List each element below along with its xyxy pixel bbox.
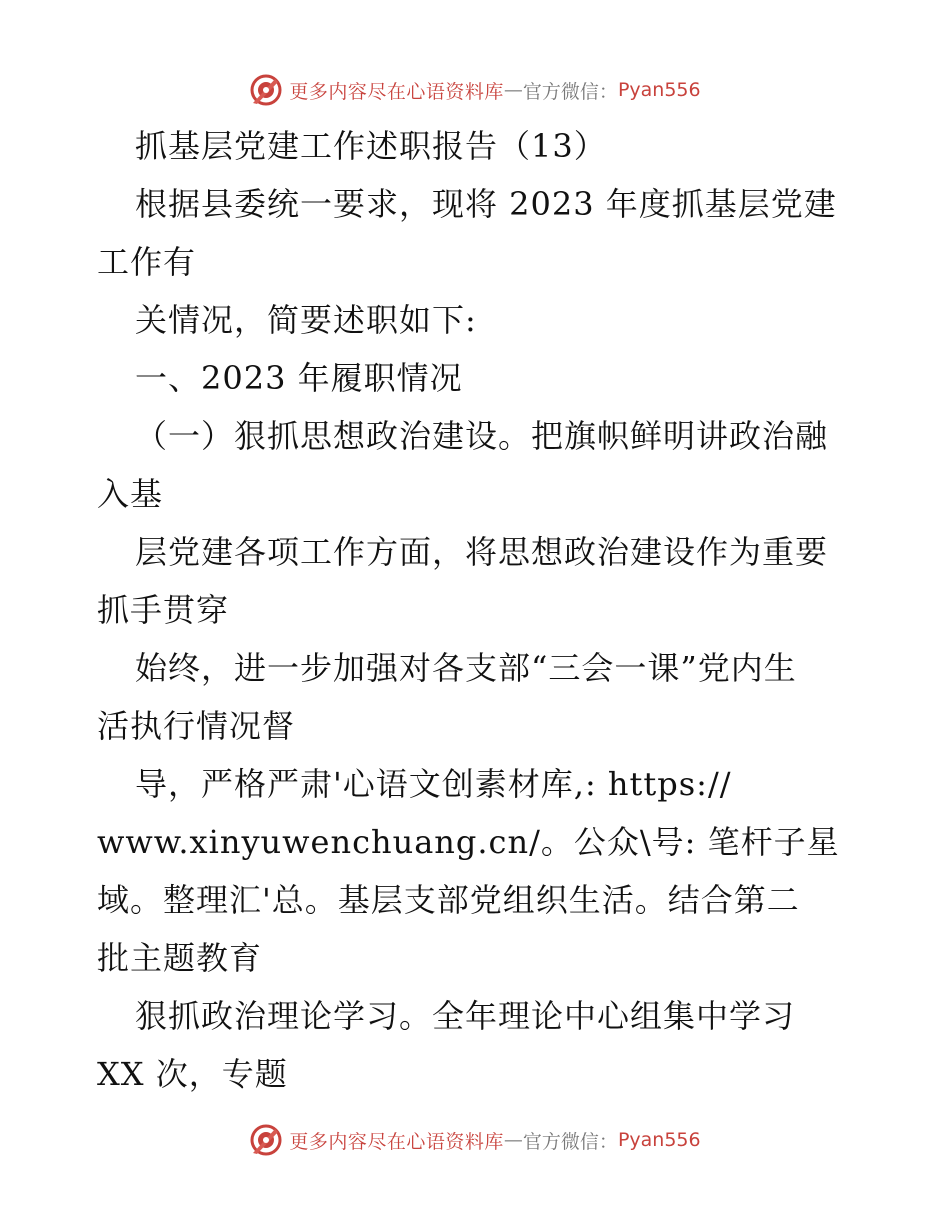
header-banner: [0, 70, 950, 110]
paragraph-line: 关情况，简要述职如下:: [135, 301, 477, 339]
document-title: 抓基层党建工作述职报告（13）: [135, 127, 607, 165]
quill-pen-logo-icon: [249, 73, 283, 107]
paragraph-line: 入基: [97, 475, 164, 513]
paragraph-line: 导，严格严肃'心语文创素材库,: https://: [135, 765, 732, 803]
paragraph-line: 始终，进一步加强对各支部“三会一课”党内生: [135, 649, 797, 687]
paragraph-line: www.xinyuwenchuang.cn/。公众\号: 笔杆子星: [97, 823, 840, 861]
footer-banner: [0, 1120, 950, 1160]
subsection-heading: （一）狠抓思想政治建设。把旗帜鲜明讲政治融: [135, 417, 829, 455]
banner-wechat-label: 官方微信：: [522, 1130, 618, 1153]
banner-dash: —: [503, 79, 523, 101]
paragraph-line: 工作有: [97, 243, 197, 281]
banner-site-name: 更多内容尽在心语资料库: [289, 1130, 504, 1153]
paragraph-line: 域。整理汇'总。基层支部党组织生活。结合第二: [97, 881, 800, 919]
banner-site-name: 更多内容尽在心语资料库: [289, 80, 504, 103]
banner-dash: —: [503, 1129, 523, 1151]
paragraph-line: 狠抓政治理论学习。全年理论中心组集中学习: [135, 997, 796, 1035]
banner-wechat-label: 官方微信：: [522, 80, 618, 103]
paragraph-line: XX 次，专题: [97, 1055, 288, 1093]
paragraph-line: 活执行情况督: [97, 707, 296, 745]
paragraph-line: 根据县委统一要求，现将 2023 年度抓基层党建: [135, 185, 837, 223]
banner-wechat-id: Pyan556: [617, 79, 701, 101]
paragraph-line: 批主题教育: [97, 939, 263, 977]
quill-pen-logo-icon: [249, 1123, 283, 1157]
paragraph-line: 抓手贯穿: [97, 591, 230, 629]
section-heading: 一、2023 年履职情况: [135, 359, 463, 397]
paragraph-line: 层党建各项工作方面，将思想政治建设作为重要: [135, 533, 829, 571]
banner-wechat-id: Pyan556: [617, 1129, 701, 1151]
